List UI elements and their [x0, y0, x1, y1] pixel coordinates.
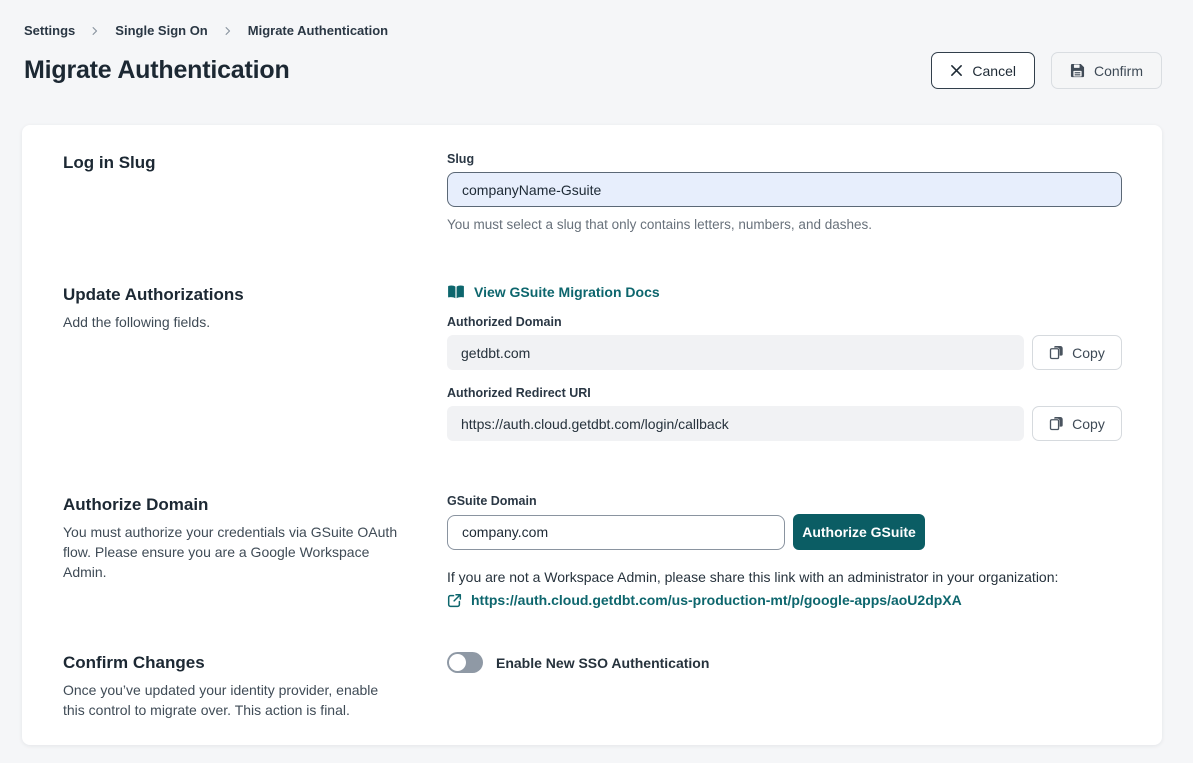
page-title: Migrate Authentication	[24, 56, 290, 84]
confirm-button-label: Confirm	[1093, 62, 1143, 79]
admin-share-link[interactable]: https://auth.cloud.getdbt.com/us-production-mt/p/google-apps/aoU2dpXA	[471, 592, 962, 608]
external-link-icon	[447, 593, 462, 608]
header-actions	[931, 52, 1162, 89]
gsuite-domain-input[interactable]	[447, 515, 785, 550]
copy-authorized-domain-button[interactable]	[1032, 335, 1122, 370]
slug-label: Slug	[447, 152, 475, 166]
update-authorizations-description: Add the following fields.	[63, 314, 211, 330]
breadcrumb	[0, 0, 1193, 38]
workspace-admin-note: If you are not a Workspace Admin, please share this link with an administrator in your organization:	[447, 569, 1059, 585]
enable-sso-toggle-label: Enable New SSO Authentication	[496, 654, 710, 671]
toggle-knob	[449, 654, 466, 671]
gsuite-migration-docs-link[interactable]	[447, 284, 660, 300]
copy-icon	[1049, 345, 1064, 360]
slug-helper-text: You must select a slug that only contains letters, numbers, and dashes.	[447, 217, 872, 232]
copy-redirect-uri-button[interactable]	[1032, 406, 1122, 441]
enable-sso-toggle[interactable]	[447, 652, 483, 673]
authorize-gsuite-button[interactable]: Authorize GSuite	[793, 514, 925, 550]
chevron-right-icon	[222, 25, 234, 37]
settings-card	[22, 125, 1162, 745]
breadcrumb-single-sign-on[interactable]: Single Sign On	[115, 23, 208, 38]
confirm-changes-heading: Confirm Changes	[63, 653, 205, 672]
cancel-button[interactable]	[931, 52, 1035, 89]
page-header	[0, 38, 1193, 89]
authorized-domain-value[interactable]: getdbt.com	[447, 335, 1024, 370]
authorize-domain-description: You must authorize your credentials via GSuite OAuth flow. Please ensure you are a Google Workspace Admin.	[63, 524, 398, 580]
authorized-domain-label: Authorized Domain	[447, 315, 562, 329]
slug-input[interactable]	[447, 172, 1122, 207]
copy-button-label: Copy	[1072, 344, 1105, 361]
redirect-uri-value[interactable]: https://auth.cloud.getdbt.com/login/callback	[447, 406, 1024, 441]
gsuite-migration-docs-link-label: View GSuite Migration Docs	[474, 284, 660, 300]
copy-icon	[1049, 416, 1064, 431]
breadcrumb-settings[interactable]: Settings	[24, 23, 76, 38]
section-update-authorizations	[63, 284, 1122, 441]
x-close-icon	[950, 64, 963, 77]
cancel-button-label: Cancel	[972, 62, 1016, 79]
authorize-domain-heading: Authorize Domain	[63, 495, 209, 514]
section-confirm-changes	[63, 652, 1122, 720]
floppy-disk-save-icon	[1070, 63, 1085, 78]
login-slug-heading: Log in Slug	[63, 153, 156, 172]
breadcrumb-migrate-authentication: Migrate Authentication	[247, 23, 389, 38]
confirm-button[interactable]	[1051, 52, 1162, 89]
open-book-icon	[447, 284, 465, 300]
section-authorize-domain	[63, 494, 1122, 608]
gsuite-domain-label: GSuite Domain	[447, 494, 537, 508]
chevron-right-icon	[89, 25, 101, 37]
redirect-uri-label: Authorized Redirect URI	[447, 386, 591, 400]
update-authorizations-heading: Update Authorizations	[63, 285, 244, 304]
confirm-changes-description: Once you’ve updated your identity provider, enable this control to migrate over. This action is final.	[63, 682, 379, 718]
copy-button-label: Copy	[1072, 415, 1105, 432]
section-login-slug	[63, 152, 1122, 232]
